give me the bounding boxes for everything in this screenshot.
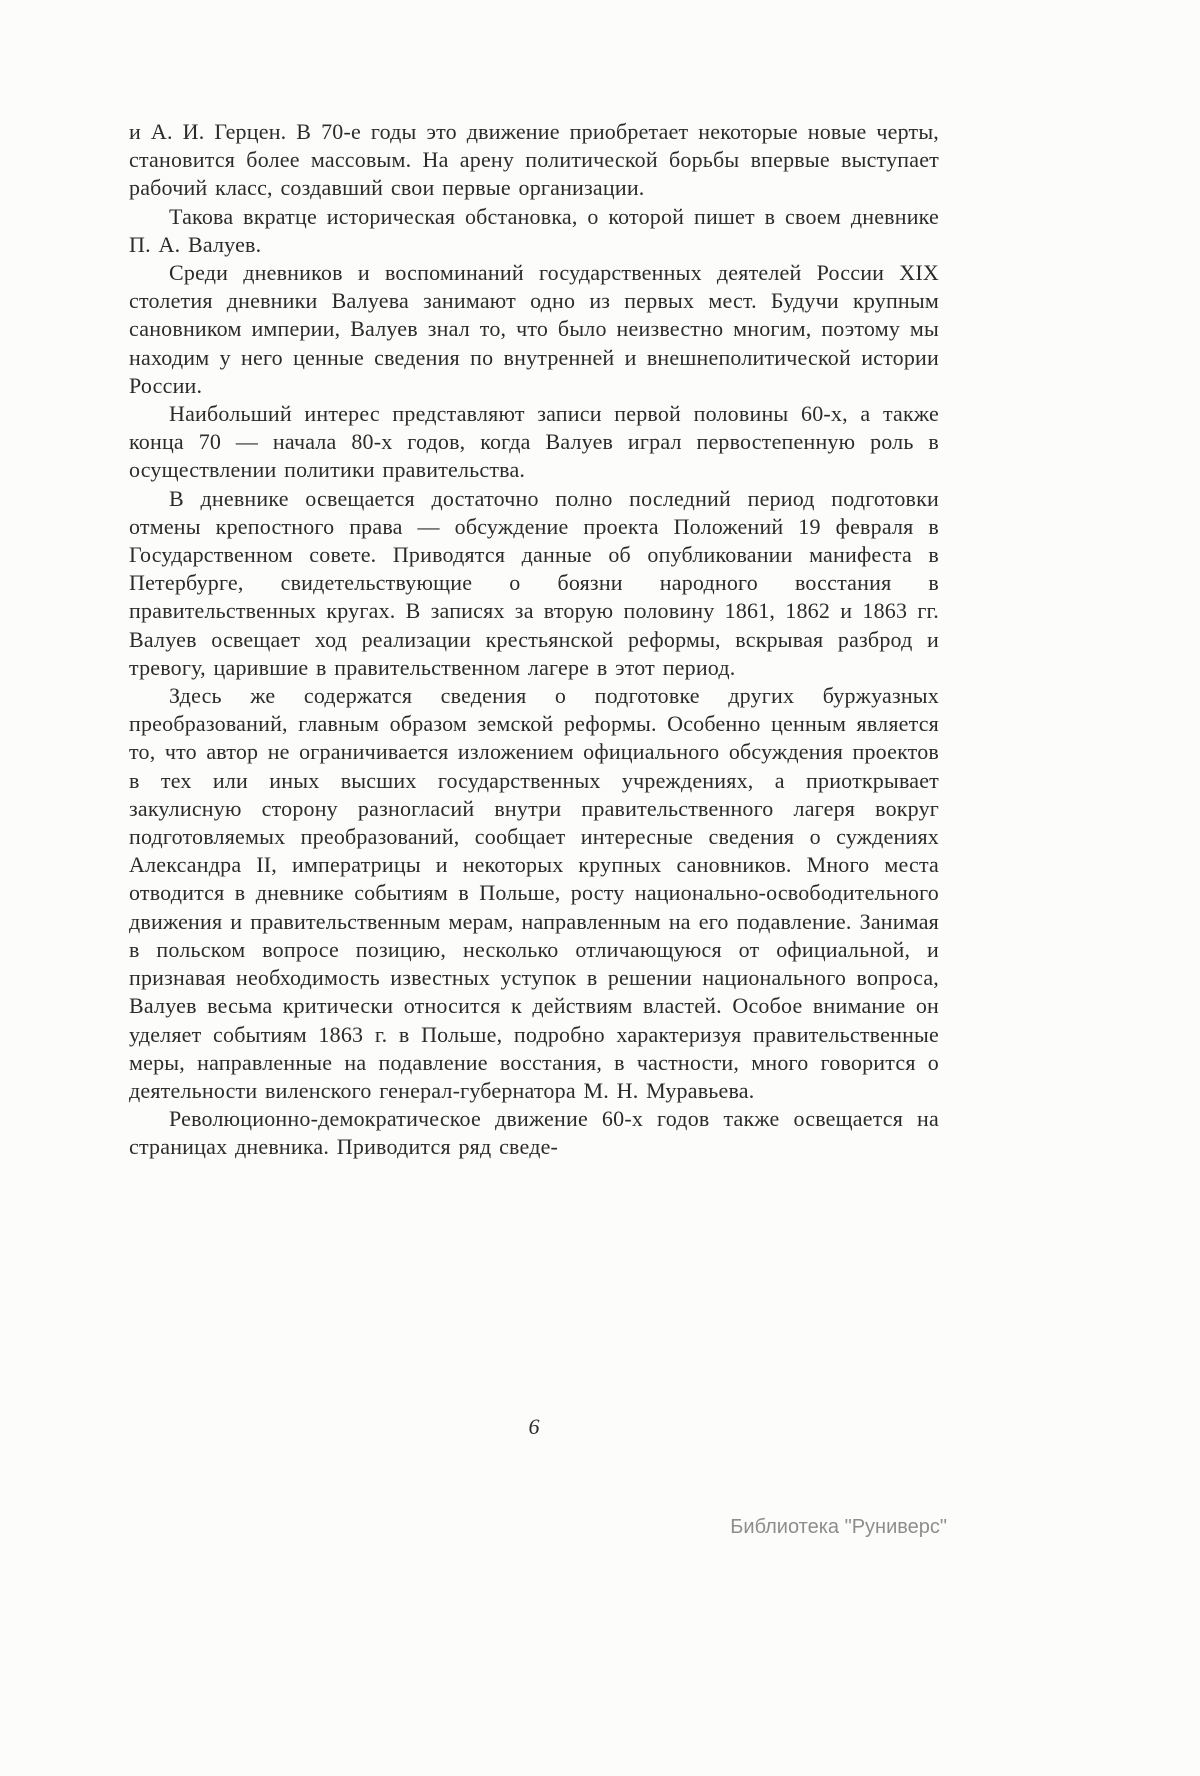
paragraph: В дневнике освещается достаточно полно последний период подготовки отмены крепостного права — обсуждение проекта Положений 19 февраля в Государственном совете. Приводятся данные об опубликовании манифеста в Петербурге, свидетельствующие о боязни народного восстания в правительственных кругах. В записях за вторую половину 1861, 1862 и 1863 гг. Валуев освещает ход реализации крестьянской реформы, вскрывая разброд и тревогу, царившие в правительственном лагере в этот период. — [129, 485, 939, 680]
text-block — [129, 118, 939, 1162]
paragraph: Наибольший интерес представляют записи первой половины 60-х, а также конца 70 — начала 80-х годов, когда Валуев играл первостепенную роль в осуществлении политики правительства. — [129, 401, 939, 483]
paragraph: и А. И. Герцен. В 70-е годы это движение приобретает некоторые новые черты, становится более массовым. На арену политической борьбы впервые выступает рабочий класс, создавший свои первые организации. — [129, 119, 939, 201]
watermark: Библиотека "Руниверс" — [730, 1516, 947, 1538]
paragraph: Среди дневников и воспоминаний государственных деятелей России XIX столетия дневники Валуева занимают одно из первых мест. Будучи крупным сановником империи, Валуев знал то, что было неизвестно многим, поэтому мы находим у него ценные сведения по внутренней и внешнеполитической истории России. — [129, 260, 939, 398]
page-number: 6 — [528, 1414, 540, 1439]
paragraph: Здесь же содержатся сведения о подготовке других буржуазных преобразований, главным образом земской реформы. Особенно ценным является то, что автор не ограничивается изложением официального обсуждения проектов в тех или иных высших государственных учреждениях, а приоткрывает закулисную сторону разногласий внутри правительственного лагеря вокруг подготовляемых преобразований, сообщает интересные сведения о суждениях Александра II, императрицы и некоторых крупных сановников. Много места отводится в дневнике событиям в Польше, росту национально-освободительного движения и правительственным мерам, направленным на его подавление. Занимая в польском вопросе позицию, несколько отличающуюся от официальной, и признавая необходимость известных уступок в решении национального вопроса, Валуев весьма критически относится к действиям властей. Особое внимание он уделяет событиям 1863 г. в Польше, подробно характеризуя правительственные меры, направленные на подавление восстания, в частности, много говорится о деятельности виленского генерал-губернатора М. Н. Муравьева. — [129, 683, 939, 1103]
paragraph: Такова вкратце историческая обстановка, о которой пишет в своем дневнике П. А. Валуев. — [129, 203, 939, 257]
paragraph: Революционно-демократическое движение 60-х годов также освещается на страницах дневника. Приводится ряд сведе- — [129, 1106, 939, 1160]
